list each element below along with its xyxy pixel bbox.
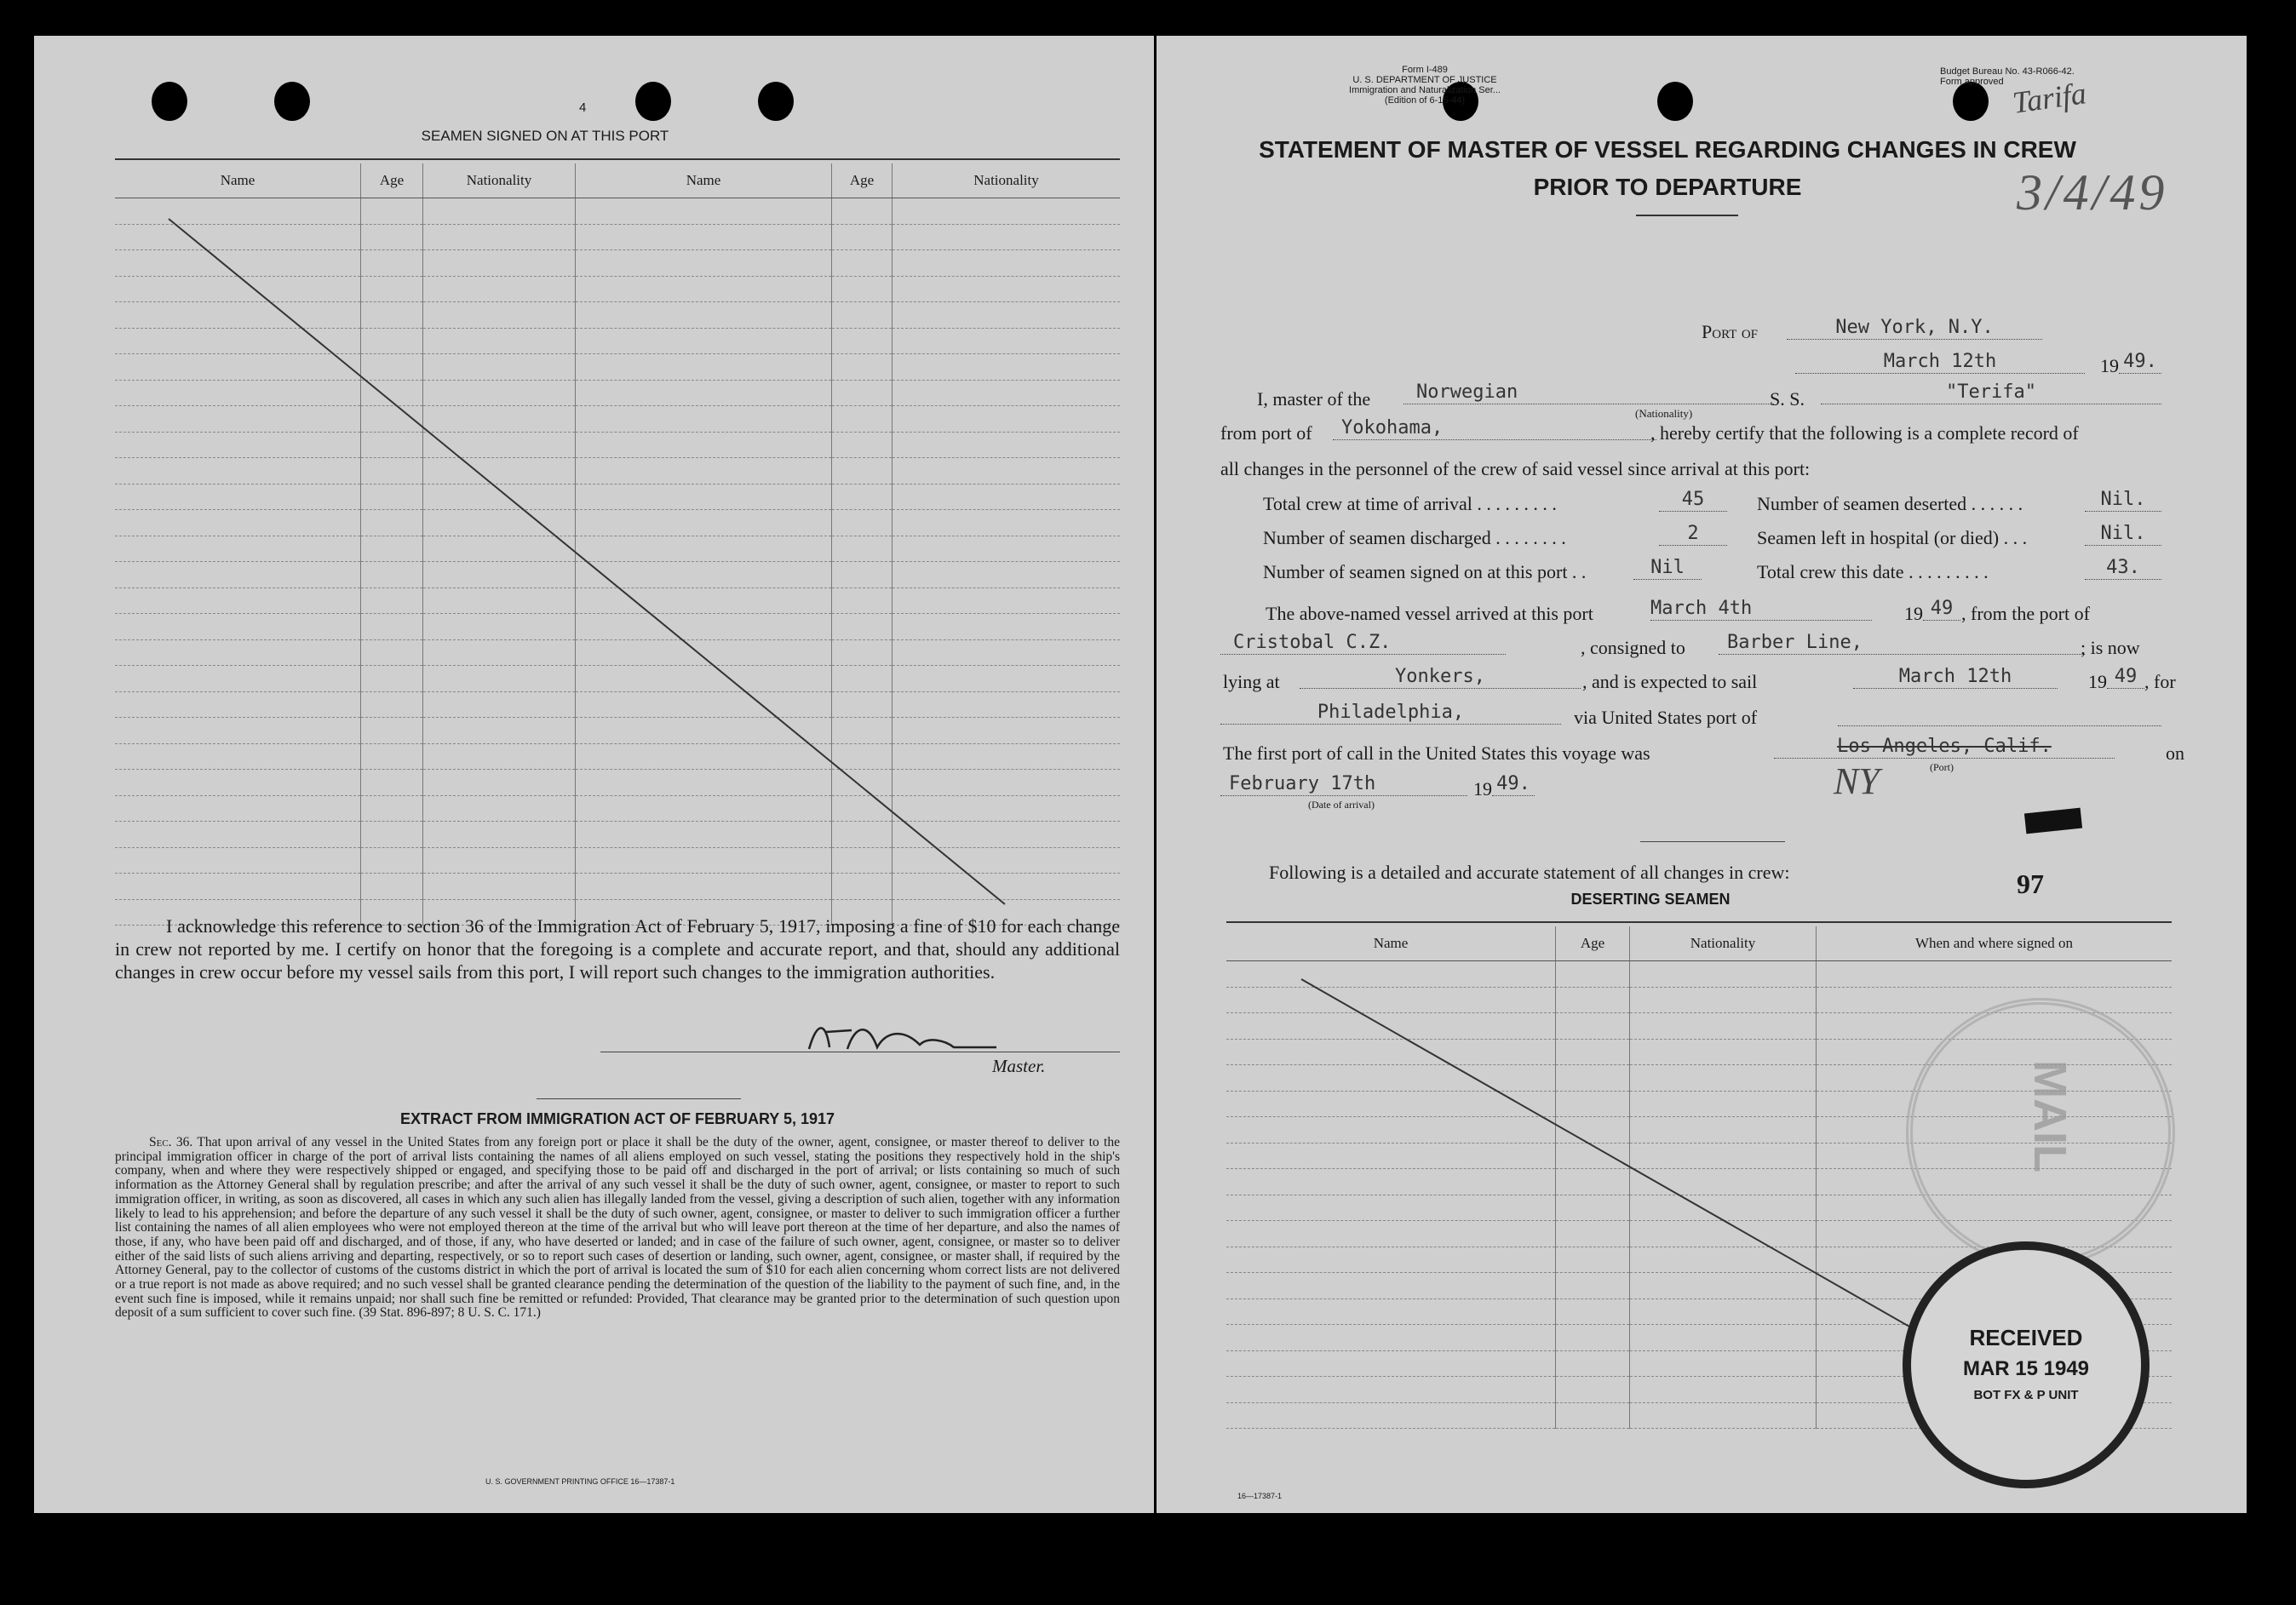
destination-value: Philadelphia, xyxy=(1220,702,1561,725)
following-label: Following is a detailed and accurate statement of all changes in crew: xyxy=(1269,862,1790,883)
for-label: , for xyxy=(2144,671,2176,692)
discharged-label: Number of seamen discharged . . . . . . . . xyxy=(1263,527,1566,548)
first-year-value: 49. xyxy=(1492,773,1535,796)
port-caption: (Port) xyxy=(1930,761,1954,773)
total-today-label: Total crew this date . . . . . . . . . xyxy=(1757,561,1989,582)
on-label: on xyxy=(2166,742,2184,764)
from-port-value: Yokohama, xyxy=(1333,417,1656,440)
first-port-value: Los Angeles, Calif. xyxy=(1774,736,2115,759)
received-stamp xyxy=(1903,1241,2150,1488)
col-name: Name xyxy=(1226,926,1556,961)
handwritten-port: NY xyxy=(1834,760,1880,802)
col-nationality: Nationality xyxy=(893,163,1121,198)
certify-text-2: all changes in the personnel of the crew of said vessel since arrival at this port: xyxy=(1220,458,1811,479)
total-today-value: 43. xyxy=(2085,557,2161,580)
received-stamp-unit: BOT FX & P UNIT xyxy=(1973,1388,2079,1402)
arrived-from-value: Cristobal C.Z. xyxy=(1220,632,1506,655)
handwritten-ship-name: Tarifa xyxy=(2010,76,2089,120)
arrived-date-value: March 4th xyxy=(1650,598,1872,621)
master-label: Master. xyxy=(992,1056,1046,1076)
service: Immigration and Naturalization Ser... xyxy=(1349,85,1501,95)
from-port-of-label: , from the port of xyxy=(1961,603,2090,624)
consigned-label: , consigned to xyxy=(1581,637,1685,658)
page-number: 4 xyxy=(579,100,587,115)
extract-section: Sec. 36. xyxy=(149,1135,193,1149)
arrived-year-value: 49 xyxy=(1923,598,1960,621)
extract-title: EXTRACT FROM IMMIGRATION ACT OF FEBRUARY 5, 1917 xyxy=(399,1110,835,1127)
hospital-value: Nil. xyxy=(2085,523,2161,546)
section-title: SEAMEN SIGNED ON AT THIS PORT xyxy=(421,128,669,144)
department: U. S. DEPARTMENT OF JUSTICE xyxy=(1352,75,1497,85)
lying-at-label: lying at xyxy=(1223,671,1280,692)
total-crew-arrival-value: 45 xyxy=(1659,489,1727,512)
consignee-value: Barber Line, xyxy=(1719,632,2085,655)
date-caption: (Date of arrival) xyxy=(1308,799,1375,811)
discharged-value: 2 xyxy=(1659,523,1727,546)
first-date-value: February 17th xyxy=(1220,773,1467,796)
expected-label: , and is expected to sail xyxy=(1582,671,1758,692)
left-page xyxy=(34,36,1154,1513)
first-year-prefix: 19 xyxy=(1473,778,1492,800)
deserting-title: DESERTING SEAMEN xyxy=(1570,891,1731,908)
nationality-caption: (Nationality) xyxy=(1635,407,1693,420)
acknowledgment-text: I acknowledge this reference to section 36 of the Immigration Act of February 5, 1917, imposing a fine of $10 for each change in crew not reported by me. I certify on honor that the foregoing is a complete and accurate report, and that, should any additional changes in crew occur before my vessel sails from this port, I will report such changes to the immigration authorities. xyxy=(115,915,1120,983)
year-prefix: 19 xyxy=(2100,355,2119,376)
from-port-label: from port of xyxy=(1220,422,1312,444)
signed-on-label: Number of seamen signed on at this port . . xyxy=(1263,561,1587,582)
printer-imprint: U. S. GOVERNMENT PRINTING OFFICE 16—17387-1 xyxy=(485,1477,675,1486)
footer-code: 16—17387-1 xyxy=(1237,1492,1283,1500)
deserted-value: Nil. xyxy=(2085,489,2161,512)
col-signed-on: When and where signed on xyxy=(1817,926,2173,961)
received-stamp-title: RECEIVED xyxy=(1969,1325,2083,1350)
arrived-year-prefix: 19 xyxy=(1904,603,1923,624)
col-age: Age xyxy=(1556,926,1630,961)
deserted-label: Number of seamen deserted . . . . . . xyxy=(1757,493,2023,514)
port-of-label: Port of xyxy=(1702,321,1759,342)
ss-label: S. S. xyxy=(1770,388,1805,410)
certify-text: , hereby certify that the following is a complete record of xyxy=(1650,422,2079,444)
hospital-label: Seamen left in hospital (or died) . . . xyxy=(1757,527,2028,548)
ship-value: "Terifa" xyxy=(1821,381,2161,404)
title-line-1: STATEMENT OF MASTER OF VESSEL REGARDING CHANGES IN CREW xyxy=(1259,136,2076,163)
received-stamp-date: MAR 15 1949 xyxy=(1962,1357,2090,1380)
sail-date-value: March 12th xyxy=(1853,666,2058,689)
sail-year-value: 49 xyxy=(2107,666,2144,689)
col-age: Age xyxy=(361,163,423,198)
budget-number: Budget Bureau No. 43-R066-42. xyxy=(1940,66,2075,77)
mail-stamp-text: MAIL xyxy=(2023,1060,2075,1172)
total-crew-arrival-label: Total crew at time of arrival . . . . . . . . . xyxy=(1263,493,1557,514)
lying-at-value: Yonkers, xyxy=(1300,666,1581,689)
col-nationality: Nationality xyxy=(423,163,576,198)
form-approved: Form approved xyxy=(1940,77,2004,87)
edition: (Edition of 6-15-44) xyxy=(1384,95,1466,106)
arrived-label: The above-named vessel arrived at this port xyxy=(1266,603,1593,624)
col-name: Name xyxy=(576,163,832,198)
sail-year-prefix: 19 xyxy=(2088,671,2107,692)
first-port-label: The first port of call in the United States this voyage was xyxy=(1223,742,1650,764)
right-page xyxy=(1157,36,2247,1513)
is-now-label: ; is now xyxy=(2081,637,2140,658)
master-of-label: I, master of the xyxy=(1257,388,1371,410)
col-age: Age xyxy=(832,163,893,198)
page-stamp-number: 97 xyxy=(2017,868,2044,899)
extract-text: That upon arrival of any vessel in the United States from any foreign port or place it shall be the duty of the owner, agent, consignee, or master thereof to deliver to the principal immigration officer in charge of the port of arrival lists containing the names of all aliens employed on such vessel, stating the positions they respectively hold in the ship's company, when and where they were respectively shipped or engaged, and specifying those to be paid off and discharged in the port of arrival; or lists containing so much of such information as the Attorney General shall by regulation prescribe; and after the arrival of any such vessel it shall be the duty of such owner, agent, consignee, or master to report to such immigration officer, in writing, as soon as discovered, all cases in which any such alien has illegally landed from the vessel, giving a description of such alien, together with any information likely to lead to his apprehension; and before the departure of any such vessel it shall be the duty of such owner, agent, consignee, or master to deliver to such immigration officer a further list containing the names of all alien employees who were not employed thereon at the time of the arrival but who will leave port thereon at the time of her departure, and also the names of those, if any, who have been paid off and discharged, and of those, if any, who have deserted or landed; and in case of the failure of such owner, agent, consignee, or master so to deliver either of the said lists of such aliens arriving and departing, respectively, or so to report such cases of desertion or landing, such owner, agent, consignee, or master shall, if required by the Attorney General, pay to the collector of customs of the customs district in which the port of arrival is located the sum of $10 for each alien concerning whom correct lists are not delivered or a true report is not made as above required; and no such vessel shall be granted clearance pending the determination of the question of the liability to the payment of such fine, and, in the event such fine is imposed, while it remains unpaid; nor shall such fine be remitted or refunded: Provided, That clearance may be granted prior to the determination of such question upon deposit of a sum sufficient to cover such fine. (39 Stat. 896-897; 8 U. S. C. 171.) xyxy=(115,1135,1120,1321)
port-of-value: New York, N.Y. xyxy=(1787,317,2042,340)
handwritten-date: 3/4/49 xyxy=(2017,164,2168,221)
form-number: Form I-489 xyxy=(1402,65,1448,75)
date-value: March 12th xyxy=(1795,351,2085,374)
via-label: via United States port of xyxy=(1574,707,1758,728)
title-line-2: PRIOR TO DEPARTURE xyxy=(1533,174,1802,200)
mail-stamp xyxy=(1906,998,2175,1267)
col-nationality: Nationality xyxy=(1630,926,1817,961)
rule xyxy=(537,1098,741,1099)
nationality-value: Norwegian xyxy=(1403,381,1774,404)
extract-body xyxy=(115,1136,1120,1321)
col-name: Name xyxy=(115,163,361,198)
year-value: 49. xyxy=(2119,351,2161,374)
signed-on-value: Nil xyxy=(1633,557,1702,580)
